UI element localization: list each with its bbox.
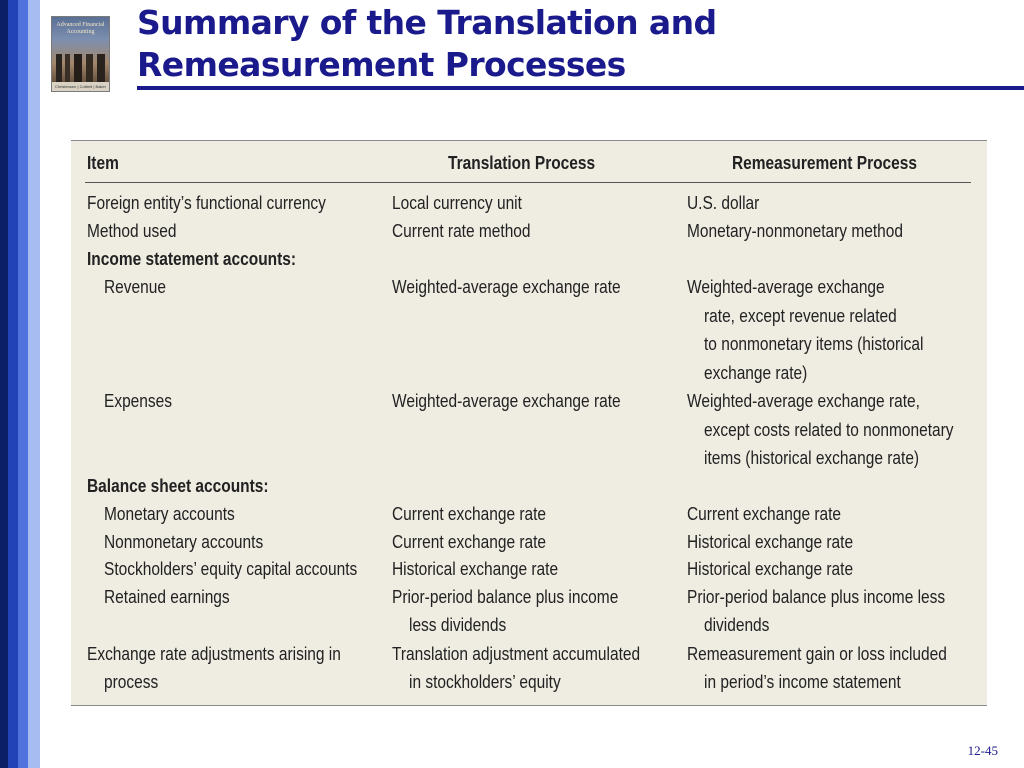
row-monetary-accounts-translation: Current exchange rate	[392, 504, 547, 524]
page-number: 12-45	[967, 743, 998, 758]
row-method-used-remeasurement: Monetary-nonmonetary method	[687, 221, 903, 241]
row-equity-capital-remeasurement: Historical exchange rate	[687, 559, 854, 579]
row-expenses-item: Expenses	[104, 391, 172, 411]
row-adjustments-translation-line-1: Translation adjustment accumulated	[392, 644, 641, 664]
row-adjustments-remeasurement-line-1: Remeasurement gain or loss included	[687, 644, 947, 664]
left-accent-bar-mid	[18, 0, 28, 768]
row-method-used-item: Method used	[87, 221, 177, 241]
row-nonmonetary-accounts-item: Nonmonetary accounts	[104, 532, 264, 552]
header-divider	[85, 182, 971, 183]
row-revenue-translation: Weighted-average exchange rate	[392, 277, 621, 297]
row-nonmonetary-accounts-translation: Current exchange rate	[392, 532, 547, 552]
row-expenses-remeasurement-line-2: except costs related to nonmonetary	[704, 420, 954, 440]
header-translation-process: Translation Process	[448, 153, 596, 173]
left-accent-bar-light	[28, 0, 40, 768]
row-functional-currency-remeasurement: U.S. dollar	[687, 193, 760, 213]
row-retained-earnings-translation-line-1: Prior-period balance plus income	[392, 587, 619, 607]
header-remeasurement-process: Remeasurement Process	[732, 153, 918, 173]
row-monetary-accounts-item: Monetary accounts	[104, 504, 235, 524]
row-revenue-remeasurement-line-4: exchange rate)	[704, 363, 808, 383]
book-cover-authors: Christensen | Cottrell | Baker	[55, 84, 106, 89]
row-adjustments-item-line-1: Exchange rate adjustments arising in	[87, 644, 341, 664]
row-expenses-translation: Weighted-average exchange rate	[392, 391, 621, 411]
row-retained-earnings-remeasurement-line-2: dividends	[704, 615, 770, 635]
row-equity-capital-item: Stockholders’ equity capital accounts	[104, 559, 358, 579]
row-equity-capital-translation: Historical exchange rate	[392, 559, 559, 579]
row-revenue-remeasurement-line-3: to nonmonetary items (historical	[704, 334, 924, 354]
city-skyline-image	[52, 54, 109, 82]
row-functional-currency-item: Foreign entity’s functional currency	[87, 193, 326, 213]
row-nonmonetary-accounts-remeasurement: Historical exchange rate	[687, 532, 854, 552]
row-retained-earnings-item: Retained earnings	[104, 587, 230, 607]
row-method-used-translation: Current rate method	[392, 221, 531, 241]
row-revenue-item: Revenue	[104, 277, 166, 297]
slide-title-line-2: Remeasurement Processes	[137, 45, 626, 84]
row-adjustments-remeasurement-line-2: in period’s income statement	[704, 672, 901, 692]
section-income-statement: Income statement accounts:	[87, 249, 297, 269]
header-item: Item	[87, 153, 119, 173]
row-adjustments-item-line-2: process	[104, 672, 159, 692]
row-monetary-accounts-remeasurement: Current exchange rate	[687, 504, 842, 524]
slide-title	[137, 2, 1007, 86]
row-revenue-remeasurement-line-1: Weighted-average exchange	[687, 277, 885, 297]
book-cover-title: Advanced Financial Accounting	[56, 22, 105, 35]
row-functional-currency-translation: Local currency unit	[392, 193, 522, 213]
book-cover-thumbnail	[51, 16, 110, 92]
title-underline	[137, 86, 1024, 90]
row-retained-earnings-remeasurement-line-1: Prior-period balance plus income less	[687, 587, 946, 607]
left-accent-bar-blue	[8, 0, 18, 768]
row-expenses-remeasurement-line-3: items (historical exchange rate)	[704, 448, 920, 468]
row-revenue-remeasurement-line-2: rate, except revenue related	[704, 306, 897, 326]
row-adjustments-translation-line-2: in stockholders’ equity	[409, 672, 561, 692]
summary-table	[71, 140, 987, 706]
slide-title-line-1: Summary of the Translation and	[137, 3, 717, 42]
row-retained-earnings-translation-line-2: less dividends	[409, 615, 507, 635]
left-accent-bar-dark	[0, 0, 8, 768]
row-expenses-remeasurement-line-1: Weighted-average exchange rate,	[687, 391, 920, 411]
section-balance-sheet: Balance sheet accounts:	[87, 476, 269, 496]
